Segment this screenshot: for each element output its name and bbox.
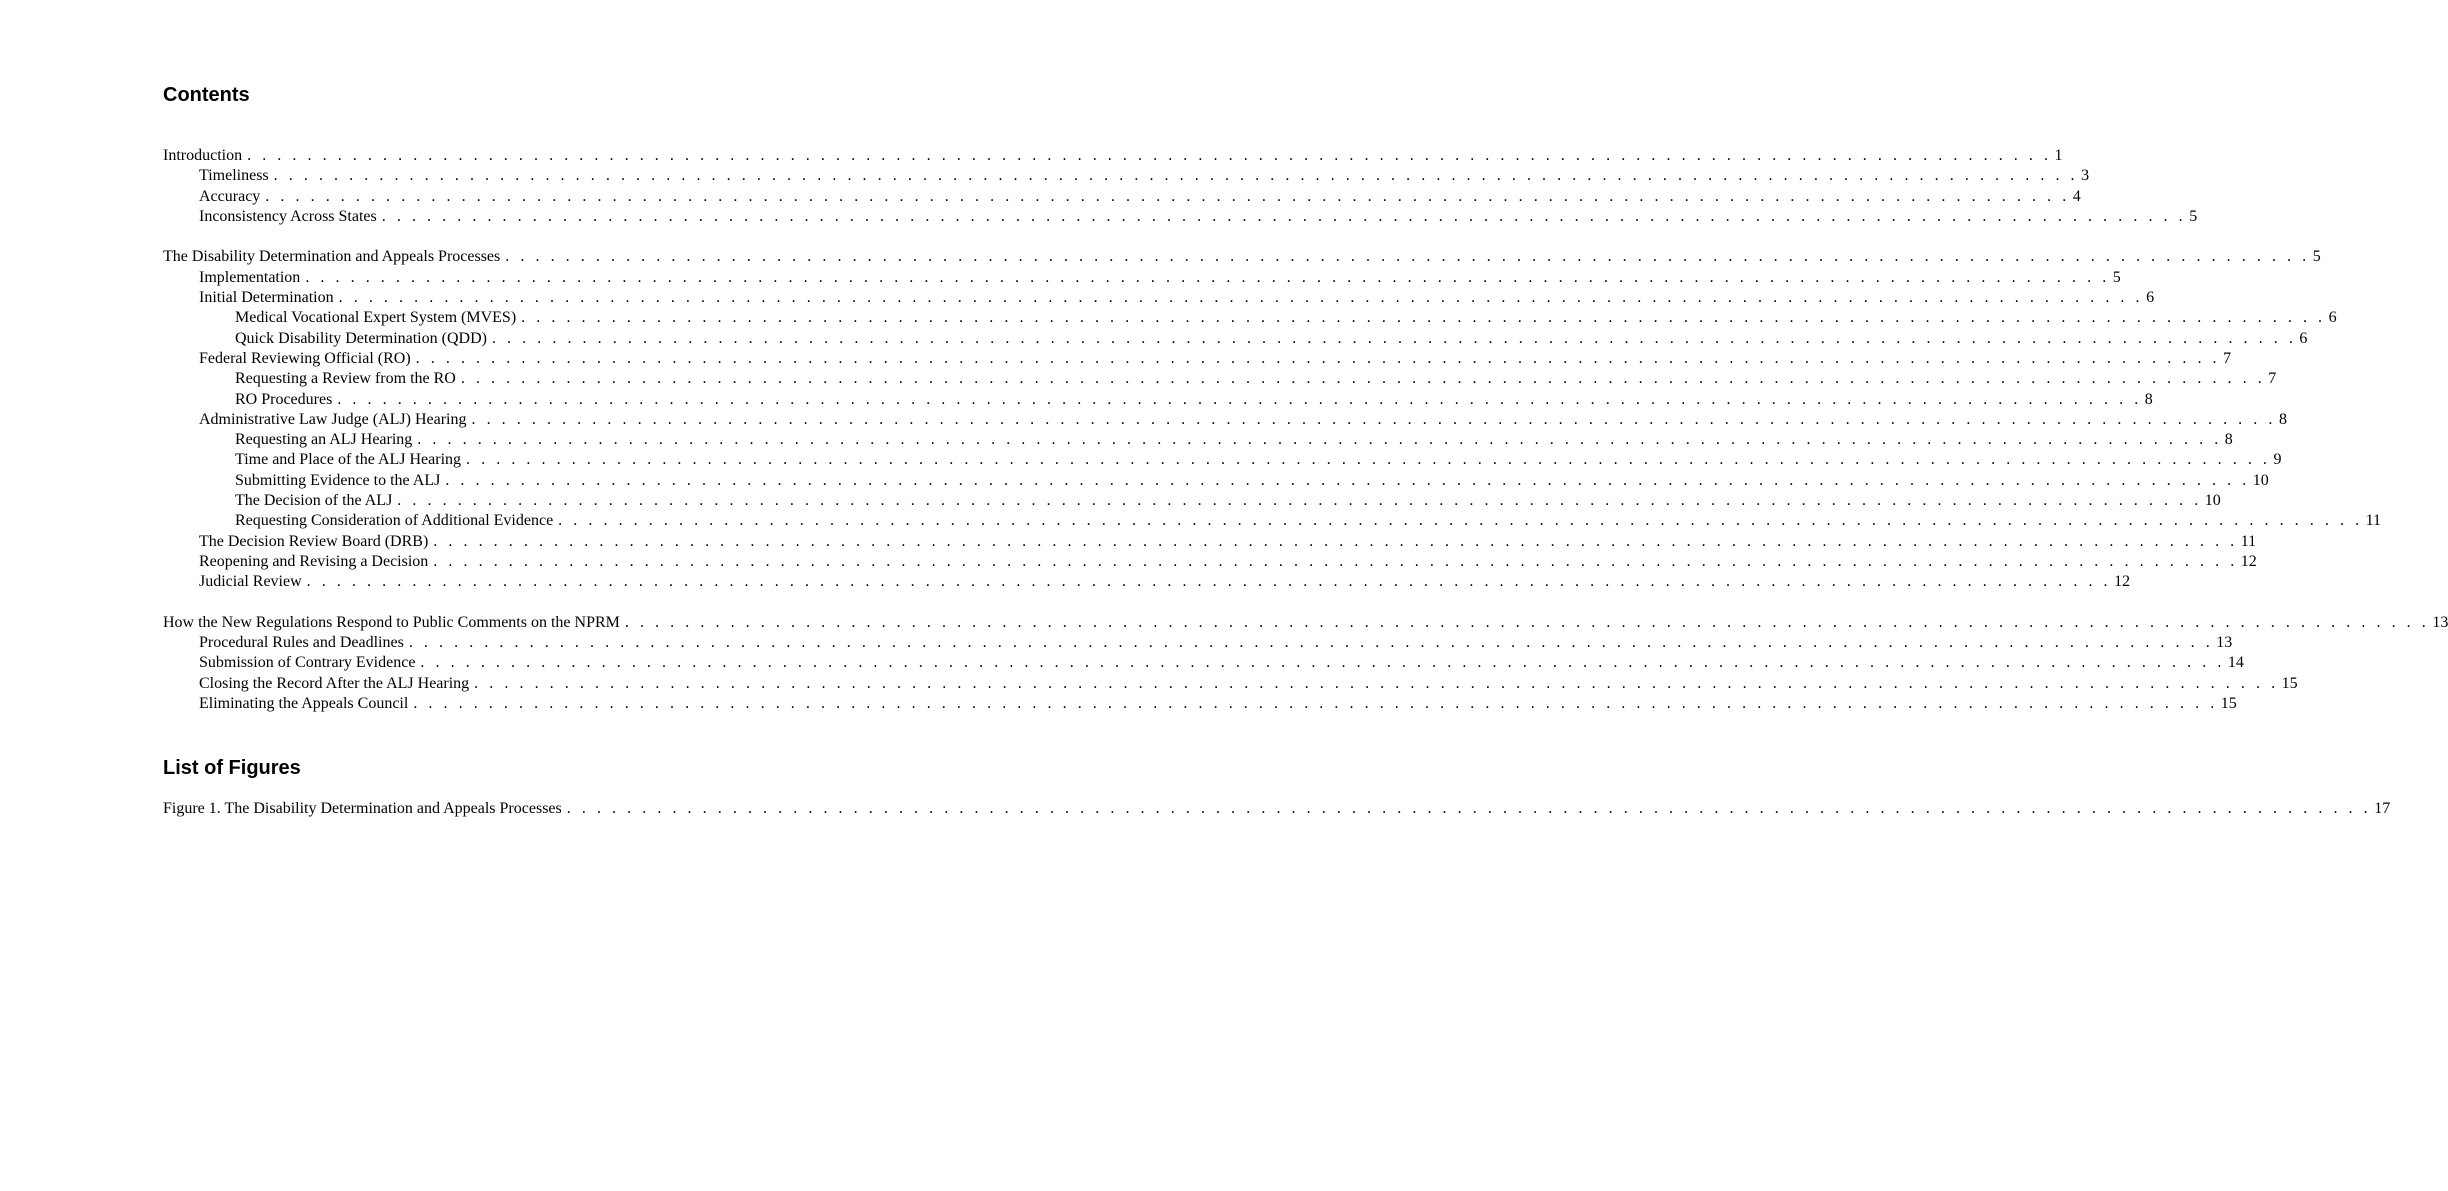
toc-entry-title: Implementation xyxy=(199,268,301,286)
toc-entry[interactable] xyxy=(163,633,2233,653)
toc-entry[interactable] xyxy=(163,288,2155,308)
dot-leader: . . . . . . . . . . . . . . . . . . . . . . . . . . . . . . . . . . . . . . . . . . . . . . . . . . . . . . . . . . . . . . . . . . . . . . . . . . . . . . . . . . . . . . . . . . . . . . . . . . . . . . . . . . . . . . . . . . . . . . . . xyxy=(433,532,2238,550)
dot-leader: . . . . . . . . . . . . . . . . . . . . . . . . . . . . . . . . . . . . . . . . . . . . . . . . . . . . . . . . . . . . . . . . . . . . . . . . . . . . . . . . . . . . . . . . . . . . . . . . . . . . . . . . . . . . . . . . . . . . . . . . xyxy=(624,613,2430,631)
toc-entry-page-number: 15 xyxy=(2220,695,2237,713)
toc-entry[interactable] xyxy=(163,369,2277,389)
dot-leader: . . . . . . . . . . . . . . . . . . . . . . . . . . . . . . . . . . . . . . . . . . . . . . . . . . . . . . . . . . . . . . . . . . . . . . . . . . . . . . . . . . . . . . . . . . . . . . . . . . . . . . . . . . . . . . . . . . . . . . . . xyxy=(381,207,2187,225)
toc-entry-title: The Decision Review Board (DRB) xyxy=(199,532,429,550)
toc-entry-title: Closing the Record After the ALJ Hearing xyxy=(199,674,470,692)
dot-leader: . . . . . . . . . . . . . . . . . . . . . . . . . . . . . . . . . . . . . . . . . . . . . . . . . . . . . . . . . . . . . . . . . . . . . . . . . . . . . . . . . . . . . . . . . . . . . . . . . . . . . . . . . . . . . . . . . . . . . . . . xyxy=(417,431,2222,449)
toc-entry[interactable] xyxy=(163,410,2287,430)
toc-entry[interactable] xyxy=(163,491,2221,511)
toc-entry[interactable] xyxy=(163,308,2337,328)
toc-entry[interactable] xyxy=(163,268,2121,288)
toc-entry-title: Accuracy xyxy=(199,187,261,205)
dot-leader: . . . . . . . . . . . . . . . . . . . . . . . . . . . . . . . . . . . . . . . . . . . . . . . . . . . . . . . . . . . . . . . . . . . . . . . . . . . . . . . . . . . . . . . . . . . . . . . . . . . . . . . . . . . . . . . . . . . . . . . . xyxy=(471,410,2276,428)
toc-entry-title: Federal Reviewing Official (RO) xyxy=(199,349,411,367)
dot-leader: . . . . . . . . . . . . . . . . . . . . . . . . . . . . . . . . . . . . . . . . . . . . . . . . . . . . . . . . . . . . . . . . . . . . . . . . . . . . . . . . . . . . . . . . . . . . . . . . . . . . . . . . . . . . . . . . . . . . . . . . xyxy=(338,289,2144,307)
toc-entry-page-number: 9 xyxy=(2273,451,2282,469)
dot-leader: . . . . . . . . . . . . . . . . . . . . . . . . . . . . . . . . . . . . . . . . . . . . . . . . . . . . . . . . . . . . . . . . . . . . . . . . . . . . . . . . . . . . . . . . . . . . . . . . . . . . . . . . . . . . . . . . . . . . . . . . xyxy=(397,492,2202,510)
dot-leader: . . . . . . . . . . . . . . . . . . . . . . . . . . . . . . . . . . . . . . . . . . . . . . . . . . . . . . . . . . . . . . . . . . . . . . . . . . . . . . . . . . . . . . . . . . . . . . . . . . . . . . . . . . . . . . . . . . . . . . . . xyxy=(505,248,2310,266)
toc-entry-page-number: 12 xyxy=(2114,573,2131,591)
toc-entry-page-number: 8 xyxy=(2278,410,2287,428)
toc-entry[interactable] xyxy=(163,674,2298,694)
dot-leader: . . . . . . . . . . . . . . . . . . . . . . . . . . . . . . . . . . . . . . . . . . . . . . . . . . . . . . . . . . . . . . . . . . . . . . . . . . . . . . . . . . . . . . . . . . . . . . . . . . . . . . . . . . . . . . . . . . . . . . . . xyxy=(521,309,2326,327)
toc-section-group xyxy=(163,247,2382,592)
toc-entry-title: Administrative Law Judge (ALJ) Hearing xyxy=(199,410,467,428)
toc-entry[interactable] xyxy=(163,207,2198,227)
toc-entry-title: Judicial Review xyxy=(199,573,302,591)
toc-entry[interactable] xyxy=(163,572,2131,592)
toc-entry[interactable] xyxy=(163,532,2257,552)
toc-entry-page-number: 4 xyxy=(2072,187,2081,205)
contents-heading: Contents xyxy=(163,84,250,106)
toc-entry-page-number: 1 xyxy=(2054,147,2063,164)
dot-leader: . . . . . . . . . . . . . . . . . . . . . . . . . . . . . . . . . . . . . . . . . . . . . . . . . . . . . . . . . . . . . . . . . . . . . . . . . . . . . . . . . . . . . . . . . . . . . . . . . . . . . . . . . . . . . . . . . . . . . . . . xyxy=(265,187,2070,205)
toc-entry[interactable] xyxy=(163,390,2153,410)
dot-leader: . . . . . . . . . . . . . . . . . . . . . . . . . . . . . . . . . . . . . . . . . . . . . . . . . . . . . . . . . . . . . . . . . . . . . . . . . . . . . . . . . . . . . . . . . . . . . . . . . . . . . . . . . . . . . . . . . . . . . . . . xyxy=(408,634,2214,652)
dot-leader: . . . . . . . . . . . . . . . . . . . . . . . . . . . . . . . . . . . . . . . . . . . . . . . . . . . . . . . . . . . . . . . . . . . . . . . . . . . . . . . . . . . . . . . . . . . . . . . . . . . . . . . . . . . . . . . . . . . . . . . . xyxy=(466,451,2271,469)
dot-leader: . . . . . . . . . . . . . . . . . . . . . . . . . . . . . . . . . . . . . . . . . . . . . . . . . . . . . . . . . . . . . . . . . . . . . . . . . . . . . . . . . . . . . . . . . . . . . . . . . . . . . . . . . . . . . . . . . . . . . . . . xyxy=(273,167,2079,185)
list-of-figures xyxy=(163,799,2391,819)
toc-entry-page-number: 13 xyxy=(2216,634,2233,652)
dot-leader: . . . . . . . . . . . . . . . . . . . . . . . . . . . . . . . . . . . . . . . . . . . . . . . . . . . . . . . . . . . . . . . . . . . . . . . . . . . . . . . . . . . . . . . . . . . . . . . . . . . . . . . . . . . . . . . . . . . . . . . . xyxy=(460,370,2266,388)
toc-entry-page-number: 5 xyxy=(2312,248,2321,266)
table-of-contents xyxy=(163,146,2448,735)
toc-entry-title: The Decision of the ALJ xyxy=(235,492,393,510)
toc-entry-page-number: 10 xyxy=(2252,471,2269,489)
toc-section-group xyxy=(163,613,2448,714)
toc-entry-page-number: 15 xyxy=(2281,674,2298,692)
toc-entry-page-number: 7 xyxy=(2268,370,2277,388)
toc-entry-title: The Disability Determination and Appeals Processes xyxy=(163,248,501,266)
toc-entry-page-number: 5 xyxy=(2112,268,2121,286)
dot-leader: . . . . . . . . . . . . . . . . . . . . . . . . . . . . . . . . . . . . . . . . . . . . . . . . . . . . . . . . . . . . . . . . . . . . . . . . . . . . . . . . . . . . . . . . . . . . . . . . . . . . . . . . . . . . . . . . . . . . . . . . xyxy=(491,329,2297,347)
toc-entry-page-number: 13 xyxy=(2432,613,2448,631)
dot-leader: . . . . . . . . . . . . . . . . . . . . . . . . . . . . . . . . . . . . . . . . . . . . . . . . . . . . . . . . . . . . . . . . . . . . . . . . . . . . . . . . . . . . . . . . . . . . . . . . . . . . . . . . . . . . . . . . . . . . . . . . xyxy=(247,147,2052,164)
toc-entry[interactable] xyxy=(163,799,2391,819)
toc-entry-title: RO Procedures xyxy=(235,390,333,408)
toc-entry-page-number: 5 xyxy=(2189,207,2198,225)
toc-entry[interactable] xyxy=(163,329,2308,349)
toc-entry-page-number: 10 xyxy=(2204,492,2221,510)
toc-entry[interactable] xyxy=(163,430,2233,450)
toc-entry-title: Timeliness xyxy=(199,167,269,185)
toc-entry[interactable] xyxy=(163,511,2382,531)
toc-entry-page-number: 17 xyxy=(2374,800,2391,817)
toc-entry-page-number: 6 xyxy=(2299,329,2308,347)
dot-leader: . . . . . . . . . . . . . . . . . . . . . . . . . . . . . . . . . . . . . . . . . . . . . . . . . . . . . . . . . . . . . . . . . . . . . . . . . . . . . . . . . . . . . . . . . . . . . . . . . . . . . . . . . . . . . . . . . . . . . . . . xyxy=(566,800,2372,817)
dot-leader: . . . . . . . . . . . . . . . . . . . . . . . . . . . . . . . . . . . . . . . . . . . . . . . . . . . . . . . . . . . . . . . . . . . . . . . . . . . . . . . . . . . . . . . . . . . . . . . . . . . . . . . . . . . . . . . . . . . . . . . . xyxy=(305,268,2110,286)
dot-leader: . . . . . . . . . . . . . . . . . . . . . . . . . . . . . . . . . . . . . . . . . . . . . . . . . . . . . . . . . . . . . . . . . . . . . . . . . . . . . . . . . . . . . . . . . . . . . . . . . . . . . . . . . . . . . . . . . . . . . . . . xyxy=(306,573,2112,591)
toc-entry-title: Requesting an ALJ Hearing xyxy=(235,431,413,449)
toc-entry-title: Submitting Evidence to the ALJ xyxy=(235,471,441,489)
toc-entry-title: Inconsistency Across States xyxy=(199,207,377,225)
toc-entry[interactable] xyxy=(163,552,2257,572)
dot-leader: . . . . . . . . . . . . . . . . . . . . . . . . . . . . . . . . . . . . . . . . . . . . . . . . . . . . . . . . . . . . . . . . . . . . . . . . . . . . . . . . . . . . . . . . . . . . . . . . . . . . . . . . . . . . . . . . . . . . . . . . xyxy=(445,471,2250,489)
toc-entry-title: Requesting a Review from the RO xyxy=(235,370,456,388)
toc-entry-title: Quick Disability Determination (QDD) xyxy=(235,329,487,347)
toc-entry-page-number: 3 xyxy=(2081,167,2090,185)
toc-entry-page-number: 11 xyxy=(2365,512,2382,530)
toc-entry[interactable] xyxy=(163,450,2282,470)
toc-section-group xyxy=(163,146,2198,227)
toc-entry-title: Reopening and Revising a Decision xyxy=(199,552,429,570)
toc-entry-title: Requesting Consideration of Additional Evidence xyxy=(235,512,554,530)
toc-entry[interactable] xyxy=(163,694,2237,714)
dot-leader: . . . . . . . . . . . . . . . . . . . . . . . . . . . . . . . . . . . . . . . . . . . . . . . . . . . . . . . . . . . . . . . . . . . . . . . . . . . . . . . . . . . . . . . . . . . . . . . . . . . . . . . . . . . . . . . . . . . . . . . . xyxy=(337,390,2142,408)
dot-leader: . . . . . . . . . . . . . . . . . . . . . . . . . . . . . . . . . . . . . . . . . . . . . . . . . . . . . . . . . . . . . . . . . . . . . . . . . . . . . . . . . . . . . . . . . . . . . . . . . . . . . . . . . . . . . . . . . . . . . . . . xyxy=(474,674,2279,692)
toc-entry-page-number: 14 xyxy=(2227,654,2244,672)
toc-entry[interactable] xyxy=(163,187,2081,207)
dot-leader: . . . . . . . . . . . . . . . . . . . . . . . . . . . . . . . . . . . . . . . . . . . . . . . . . . . . . . . . . . . . . . . . . . . . . . . . . . . . . . . . . . . . . . . . . . . . . . . . . . . . . . . . . . . . . . . . . . . . . . . . xyxy=(413,695,2218,713)
toc-entry-title: Medical Vocational Expert System (MVES) xyxy=(235,309,517,327)
toc-entry-page-number: 6 xyxy=(2146,289,2155,307)
toc-entry-page-number: 6 xyxy=(2328,309,2337,327)
toc-entry-page-number: 8 xyxy=(2144,390,2153,408)
toc-entry-page-number: 7 xyxy=(2223,349,2232,367)
toc-entry-title: Initial Determination xyxy=(199,289,334,307)
toc-entry-title: Figure 1. The Disability Determination and Appeals Processes xyxy=(163,800,562,817)
dot-leader: . . . . . . . . . . . . . . . . . . . . . . . . . . . . . . . . . . . . . . . . . . . . . . . . . . . . . . . . . . . . . . . . . . . . . . . . . . . . . . . . . . . . . . . . . . . . . . . . . . . . . . . . . . . . . . . . . . . . . . . . xyxy=(558,512,2363,530)
toc-entry-page-number: 12 xyxy=(2240,552,2257,570)
dot-leader: . . . . . . . . . . . . . . . . . . . . . . . . . . . . . . . . . . . . . . . . . . . . . . . . . . . . . . . . . . . . . . . . . . . . . . . . . . . . . . . . . . . . . . . . . . . . . . . . . . . . . . . . . . . . . . . . . . . . . . . . xyxy=(420,654,2225,672)
toc-entry-title: Eliminating the Appeals Council xyxy=(199,695,409,713)
dot-leader: . . . . . . . . . . . . . . . . . . . . . . . . . . . . . . . . . . . . . . . . . . . . . . . . . . . . . . . . . . . . . . . . . . . . . . . . . . . . . . . . . . . . . . . . . . . . . . . . . . . . . . . . . . . . . . . . . . . . . . . . xyxy=(433,552,2238,570)
toc-entry[interactable] xyxy=(163,349,2232,369)
dot-leader: . . . . . . . . . . . . . . . . . . . . . . . . . . . . . . . . . . . . . . . . . . . . . . . . . . . . . . . . . . . . . . . . . . . . . . . . . . . . . . . . . . . . . . . . . . . . . . . . . . . . . . . . . . . . . . . . . . . . . . . . xyxy=(415,349,2221,367)
toc-entry-page-number: 8 xyxy=(2224,431,2233,449)
toc-entry-title: Submission of Contrary Evidence xyxy=(199,654,416,672)
list-of-figures-heading: List of Figures xyxy=(163,757,301,779)
toc-entry[interactable] xyxy=(163,166,2090,186)
toc-entry[interactable] xyxy=(163,653,2244,673)
toc-entry[interactable] xyxy=(163,471,2269,491)
toc-entry-page-number: 11 xyxy=(2240,532,2257,550)
toc-entry[interactable] xyxy=(163,613,2448,633)
toc-entry[interactable] xyxy=(163,146,2063,166)
toc-entry-title: Introduction xyxy=(163,147,243,164)
toc-entry[interactable] xyxy=(163,247,2321,267)
toc-entry-title: How the New Regulations Respond to Public Comments on the NPRM xyxy=(163,613,620,631)
toc-entry-title: Procedural Rules and Deadlines xyxy=(199,634,404,652)
toc-entry-title: Time and Place of the ALJ Hearing xyxy=(235,451,462,469)
